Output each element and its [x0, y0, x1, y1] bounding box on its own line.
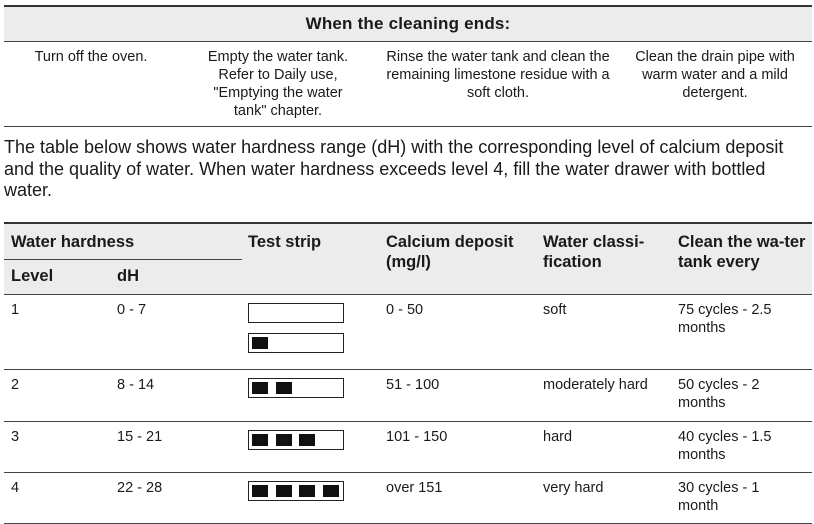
dh-cell: 8 - 14 — [117, 377, 155, 393]
test-strip — [248, 378, 344, 398]
calcium-cell: 0 - 50 — [386, 302, 424, 318]
clean-interval-cell: 75 cycles - 2.5 months — [678, 302, 772, 336]
dh-cell: 0 - 7 — [117, 302, 147, 318]
table-row — [4, 295, 812, 370]
dh-cell: 15 - 21 — [117, 429, 163, 445]
header-level: Level — [11, 267, 54, 285]
test-strip — [248, 430, 344, 450]
clean-interval-cell: 50 cycles - 2 months — [678, 377, 760, 411]
strip-square — [276, 485, 292, 497]
level-cell: 1 — [11, 302, 20, 318]
strip-square — [299, 434, 315, 446]
level-cell: 2 — [11, 377, 20, 393]
strip-square — [276, 434, 292, 446]
table-row — [4, 473, 812, 524]
header-calcium-deposit: Calcium deposit (mg/l) — [386, 233, 514, 271]
header-water-classification: Water classi-fication — [543, 233, 645, 271]
strip-square — [323, 485, 339, 497]
strip-square — [299, 485, 315, 497]
cleaning-ends-table — [4, 5, 812, 127]
classification-cell: hard — [543, 429, 573, 445]
table-body — [4, 295, 812, 524]
header-test-strip: Test strip — [248, 233, 322, 251]
table-row — [4, 370, 812, 422]
table-row — [4, 422, 812, 473]
step-rinse-tank: Rinse the water tank and clean the remaining limestone residue with a soft cloth. — [386, 49, 610, 101]
strip-square — [252, 434, 268, 446]
header-divider — [4, 259, 242, 260]
clean-interval-cell: 40 cycles - 1.5 months — [678, 429, 772, 463]
calcium-cell: 51 - 100 — [386, 377, 440, 393]
test-strip — [248, 481, 344, 501]
classification-cell: soft — [543, 302, 567, 318]
strip-square — [252, 382, 268, 394]
level-cell: 4 — [11, 480, 20, 496]
calcium-cell: 101 - 150 — [386, 429, 448, 445]
classification-cell: moderately hard — [543, 377, 648, 393]
step-clean-drain-pipe: Clean the drain pipe with warm water and a mild detergent. — [635, 49, 795, 101]
step-turn-off-oven: Turn off the oven. — [34, 49, 148, 65]
clean-interval-cell: 30 cycles - 1 month — [678, 480, 760, 514]
header-dh: dH — [117, 267, 139, 285]
strip-square — [276, 382, 292, 394]
test-strip — [248, 303, 344, 323]
test-strip — [248, 333, 344, 353]
level-cell: 3 — [11, 429, 20, 445]
classification-cell: very hard — [543, 480, 604, 496]
header-clean-tank: Clean the wa-ter tank every — [678, 233, 806, 271]
water-hardness-table — [4, 222, 812, 524]
calcium-cell: over 151 — [386, 480, 443, 496]
strip-square — [252, 337, 268, 349]
cleaning-steps-row — [4, 42, 812, 127]
cleaning-ends-title: When the cleaning ends: — [4, 5, 812, 42]
step-empty-tank: Empty the water tank. Refer to Daily use, "Emptying the water tank" chapter. — [207, 49, 349, 119]
intro-paragraph: The table below shows water hardness range (dH) with the corresponding level of calcium deposit and the quality of water. When water hardness exceeds level 4, fill the water drawer with bottled water. — [4, 137, 784, 200]
strip-square — [252, 485, 268, 497]
table-header — [4, 224, 812, 295]
header-water-hardness: Water hardness — [11, 233, 135, 251]
dh-cell: 22 - 28 — [117, 480, 163, 496]
